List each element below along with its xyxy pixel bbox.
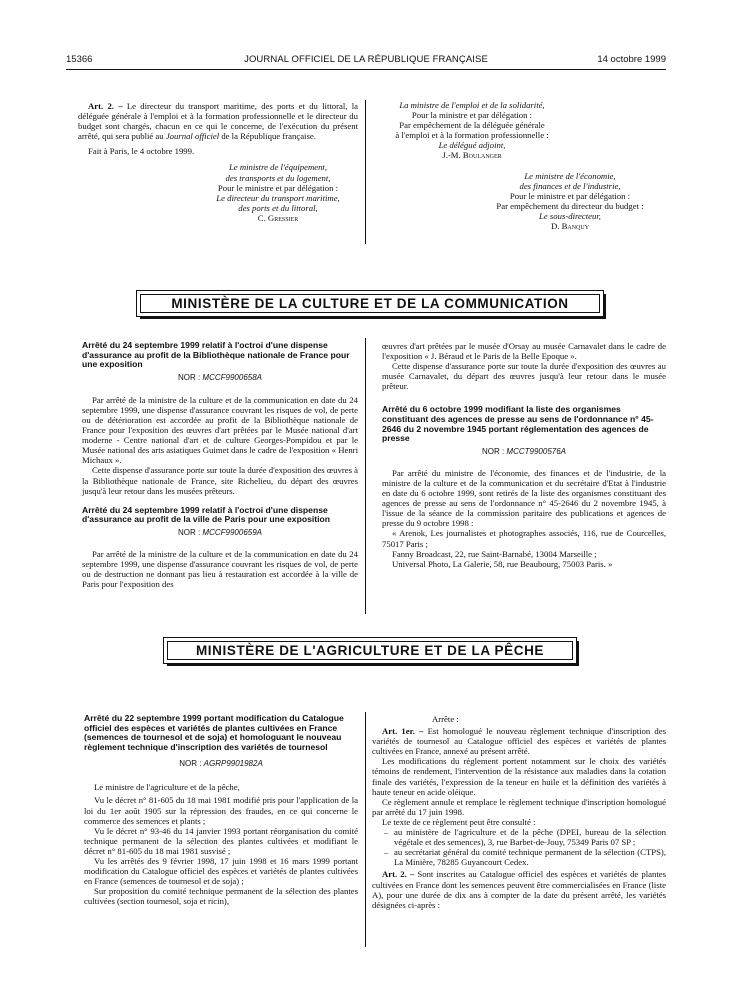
article-title: Arrêté du 22 septembre 1999 portant modification du Catalogue officiel des espèces et variétés de plantes cultivées en France (semences de tournesol et de soja) et homologuant le nouveau règlement technique d'inscription des variétés de tournesol	[84, 713, 344, 752]
ministry-banner-title: MINISTÈRE DE LA CULTURE ET DE LA COMMUNICATION	[140, 294, 600, 313]
article-paragraph: Ce règlement annule et remplace le règlement technique d'inscription homologué par arrêté du 17 juin 1998.	[372, 796, 666, 817]
article-paragraph: Par arrêté du ministre de l'économie, des finances et de l'industrie, de la ministre de la culture et de la communication et du secrétaire d'Etat à l'industrie en date du 6 octobre 1999, sont retirés de la liste des organismes constituant des agences de presse au sens de l'ordonnance n° 45-2646 du 2 novembre 1945, à l'issue de la séance de la commission paritaire des publications et agences de presse du 9 octobre 1998 :	[382, 467, 666, 529]
article-paragraph: Fanny Broadcast, 22, rue Saint-Barnabé, 13004 Marseille ;	[392, 548, 597, 559]
signature-block-equipement: Le ministre de l'équipement, des transports et du logement, Pour le ministre et par délégation : Le directeur du transport maritime, des ports et du littoral, C. Gressier	[216, 162, 340, 223]
article-paragraph: « Arenok, Les journalistes et photographes associés, 116, rue de Courcelles, 75017 Paris ;	[382, 528, 666, 549]
article-paragraph: œuvres d'art prêtées par le musée d'Orsay au musée Carnavalet dans le cadre de l'exposition « J. Béraud et le Paris de la Belle Epoque ».	[382, 341, 666, 362]
article-paragraph: Les modifications du règlement portent notamment sur le choix des variétés témoins de rendement, l'intervention de la résistance aux maladies dans la cotation finale des variétés, l'expression de la teneur en huile et la définition des variétés à haute teneur en acide oléique.	[372, 756, 666, 797]
article-paragraph: Sur proposition du comité technique permanent de la sélection des plantes cultivées (section tournesol, soja et ricin),	[84, 886, 358, 907]
ministry-banner-culture	[136, 290, 604, 317]
article-paragraph: Universal Photo, La Galerie, 58, rue Beaubourg, 75003 Paris. »	[392, 558, 613, 569]
journal-title: JOURNAL OFFICIEL DE LA RÉPUBLIQUE FRANÇAISE	[244, 54, 488, 65]
article-paragraph: Vu le décret n° 81-605 du 18 mai 1981 modifié pris pour l'application de la loi du 1er août 1905 sur la répression des fraudes, en ce qui concerne le commerce des semences et plants ;	[84, 795, 358, 826]
nor-reference: NOR : MCCT9900576A	[481, 446, 567, 456]
signature-place-date: Fait à Paris, le 4 octobre 1999.	[88, 146, 195, 157]
column-divider-agriculture	[365, 712, 366, 947]
agriculture-right-column	[372, 714, 666, 910]
issue-date: 14 octobre 1999	[597, 54, 666, 65]
nor-reference: NOR : MCCF9900658A	[177, 372, 263, 382]
article-paragraph: Vu les arrêtés des 9 février 1998, 17 juin 1998 et 16 mars 1999 portant modification du Catalogue officiel des espèces et variétés de plantes cultivées en France (semences de tournesol et de soja) ;	[84, 856, 358, 887]
top-left-column	[78, 101, 358, 223]
column-divider-culture	[365, 338, 366, 614]
signature-block-emploi: La ministre de l'emploi et de la solidarité, Pour la ministre et par délégation : Par empêchement de la déléguée générale à l'emploi et à la formation professionnelle : Le délégué adjoint, J.-M. Boulanger	[395, 100, 549, 161]
article-paragraph: Vu le décret n° 93-46 du 14 janvier 1993 portant réorganisation du comité technique permanent de la sélection des plantes cultivées et modifiant le décret n° 81-605 du 18 mai 1981 susvisé ;	[84, 825, 358, 856]
culture-left-column	[82, 341, 358, 589]
article-label: Art. 2. –	[88, 101, 123, 111]
culture-right-column	[382, 341, 666, 569]
article-title: Arrêté du 24 septembre 1999 relatif à l'octroi d'une dispense d'assurance au profit de la Bibliothèque nationale de France pour une exposition	[82, 340, 350, 370]
article-paragraph: Cette dispense d'assurance porte sur toute la durée d'exposition des œuvres au musée Carnavalet, du départ des œuvres jusqu'à leur retour dans le musée prêteur.	[382, 361, 666, 392]
arrete-heading: Arrête :	[432, 714, 459, 724]
article-1-paragraph: Art. 1er. – Est homologué le nouveau règlement technique d'inscription des variétés de tournesol au Catalogue officiel des espèces et variétés de plantes cultivées en France, annexé au présent arrêté.	[372, 726, 667, 757]
article-2-paragraph: Art. 2. – Sont inscrites au Catalogue officiel des espèces et variétés de plantes cultivées en France dont les semences peuvent être commercialisées en France (liste A), pour une durée de dix ans à compter de la date du présent arrêté, les variétés désignées ci-après :	[372, 869, 666, 910]
signature-block-economie: Le ministre de l'économie, des finances et de l'industrie, Pour le ministre et par délégation : Par empêchement du directeur du budget : Le sous-directeur, D. Banquy	[496, 170, 644, 232]
article-paragraph: Cette dispense d'assurance porte sur toute la durée d'exposition des œuvres à la Bibliothèque nationale de France, site Richelieu, du départ des œuvres jusqu'à leur retour dans les musées prêteurs.	[82, 465, 358, 496]
article-title: Arrêté du 6 octobre 1999 modifiant la liste des organismes constituant des agences de presse au sens de l'ordonnance n° 45-2646 du 2 novembre 1945 portant réglementation des agences de presse	[382, 404, 654, 444]
list-item: – au secrétariat général du comité technique permanent de la sélection (CTPS), La Minière, 78285 Guyancourt Cedex.	[384, 847, 666, 867]
page-number: 15366	[66, 54, 93, 65]
article-paragraph: Le texte de ce règlement peut être consulté :	[382, 816, 536, 827]
ministry-banner-agriculture	[163, 637, 577, 664]
article-paragraph: Par arrêté de la ministre de la culture et de la communication en date du 24 septembre 1999, une dispense d'assurance couvrant les risques de vol, de perte ou de destruction ne donnant pas lieu à restauration est accordée à la ville de Paris pour l'exposition des	[82, 548, 358, 590]
header-rule	[66, 69, 666, 70]
article-title: Arrêté du 24 septembre 1999 relatif à l'octroi d'une dispense d'assurance au profit de la ville de Paris pour une exposition	[82, 504, 330, 525]
column-divider-top	[365, 100, 366, 244]
nor-reference: NOR : AGRP9901982A	[179, 759, 263, 769]
list-item: – au ministère de l'agriculture et de la pêche (DPEI, bureau de la sélection végétale et des semences), 3, rue Barbet-de-Jouy, 75349 Paris 07 SP ;	[384, 827, 666, 847]
nor-reference: NOR : MCCF9900659A	[177, 527, 263, 537]
article-paragraph: Par arrêté de la ministre de la culture et de la communication en date du 24 septembre 1999, une dispense d'assurance couvrant les risques de vol, de perte ou de détérioration est accordée au profit de la Bibliothèque nationale de France pour l'exposition des œuvres d'art prêtées par le Musée national d'art moderne - Centre national d'art et de culture Georges-Pompidou et par le Musée national des arts asiatiques Guimet dans le cadre de l'exposition « Henri Michaux ».	[82, 394, 358, 466]
article-paragraph: Le ministre de l'agriculture et de la pêche,	[94, 782, 240, 793]
page-header	[66, 54, 666, 68]
top-right-column	[372, 100, 666, 231]
agriculture-left-column	[84, 714, 358, 907]
ministry-banner-title: MINISTÈRE DE L'AGRICULTURE ET DE LA PÊCHE	[167, 641, 573, 660]
article-2-paragraph: Art. 2. – Le directeur du transport maritime, des ports et du littoral, la déléguée générale à l'emploi et à la formation professionnelle et le directeur du budget sont chargés, chacun en ce qui le concerne, de l'exécution du présent arrêté, qui sera publié au Journal officiel de la République française.	[78, 101, 358, 142]
